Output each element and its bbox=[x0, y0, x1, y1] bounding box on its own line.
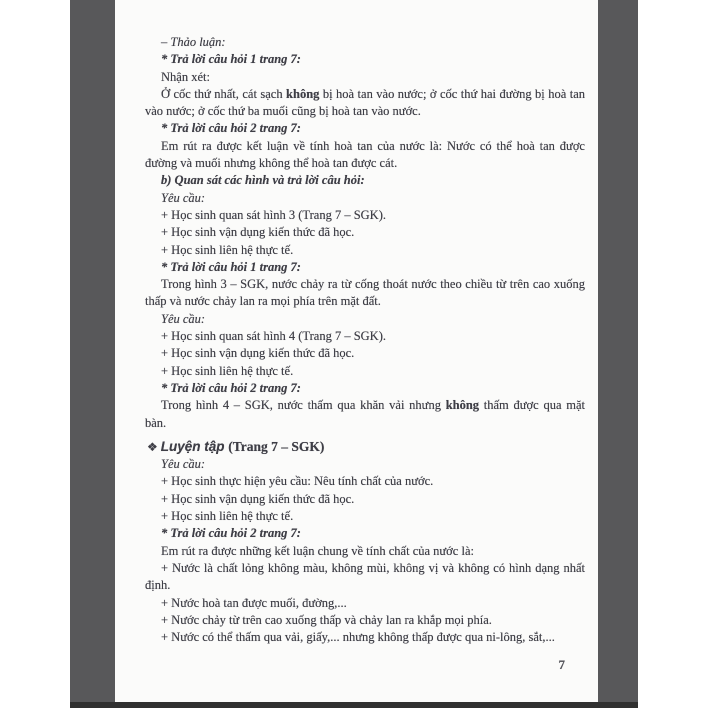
text-run: Trong hình 3 – SGK, nước chảy ra từ cống thoát nước theo chiều từ trên cao xuống thấp và nước chảy lan ra mọi phía trên mặt đất. bbox=[145, 277, 585, 309]
text-line bbox=[145, 543, 585, 560]
text-line bbox=[145, 380, 585, 397]
book-page bbox=[115, 0, 598, 702]
text-run: Em rút ra được những kết luận chung về tính chất của nước là: bbox=[161, 543, 474, 558]
text-run: b) Quan sát các hình và trả lời câu hỏi: bbox=[161, 173, 365, 188]
book-edge-left bbox=[70, 0, 115, 702]
text-line bbox=[145, 311, 585, 328]
text-line bbox=[145, 276, 585, 311]
text-line bbox=[145, 508, 585, 525]
text-run: + Học sinh liên hệ thực tế. bbox=[161, 242, 294, 257]
text-line bbox=[145, 473, 585, 490]
text-line bbox=[145, 525, 585, 542]
page-number: 7 bbox=[558, 657, 565, 672]
text-run: + Nước chảy từ trên cao xuống thấp và chảy lan ra khắp mọi phía. bbox=[161, 612, 492, 627]
text-run: Yêu cầu: bbox=[161, 457, 206, 472]
text-run: + Nước là chất lỏng không màu, không mùi, không vị và không có hình dạng nhất định. bbox=[145, 560, 585, 593]
text-run: không bbox=[445, 398, 480, 413]
book-edge-bottom bbox=[70, 702, 638, 708]
text-run: + Học sinh thực hiện yêu cầu: Nêu tính chất của nước. bbox=[161, 474, 434, 489]
text-line bbox=[145, 207, 585, 224]
text-line bbox=[145, 34, 585, 51]
text-line bbox=[145, 259, 585, 276]
text-line bbox=[145, 456, 585, 473]
book-edge-right bbox=[598, 0, 638, 702]
text-line bbox=[145, 120, 585, 137]
text-line bbox=[145, 51, 585, 68]
text-run: Yêu cầu: bbox=[161, 311, 206, 326]
text-line bbox=[145, 397, 585, 432]
text-run: Em rút ra được kết luận về tính hoà tan của nước là: Nước có thể hoà tan được đường và muối nhưng không thể hoà tan được cát. bbox=[145, 138, 585, 171]
text-run: không bbox=[286, 86, 320, 101]
text-line bbox=[145, 224, 585, 241]
text-line bbox=[145, 491, 585, 508]
text-line bbox=[145, 438, 585, 456]
text-run: * Trả lời câu hỏi 2 trang 7: bbox=[161, 121, 301, 136]
text-run: + Học sinh vận dụng kiến thức đã học. bbox=[161, 491, 355, 506]
text-line bbox=[145, 242, 585, 259]
text-line bbox=[145, 328, 585, 345]
text-run: Ở cốc thứ nhất, cát sạch bbox=[161, 86, 287, 101]
text-line bbox=[145, 86, 585, 121]
text-line bbox=[145, 612, 585, 629]
text-run: Trong hình 4 – SGK, nước thấm qua khăn vải nhưng bbox=[161, 398, 446, 413]
text-run: Luyện tập bbox=[160, 438, 229, 454]
text-run: + Học sinh vận dụng kiến thức đã học. bbox=[161, 346, 355, 361]
text-line bbox=[145, 172, 585, 189]
text-run: * Trả lời câu hỏi 1 trang 7: bbox=[161, 52, 301, 67]
text-line bbox=[145, 138, 585, 173]
text-run: + Học sinh quan sát hình 3 (Trang 7 – SGK). bbox=[161, 207, 386, 222]
text-run: (Trang 7 – SGK) bbox=[228, 438, 325, 454]
text-run: * Trả lời câu hỏi 2 trang 7: bbox=[161, 380, 301, 395]
page-text-block bbox=[145, 34, 585, 646]
text-run: bị hoà tan vào nước; ở cốc thứ hai đường bị hoà tan vào nước; ở cốc thứ ba muối cũng bị hoà tan vào nước. bbox=[145, 86, 585, 119]
text-run: – Thảo luận: bbox=[161, 35, 226, 49]
text-run: + Học sinh liên hệ thực tế. bbox=[161, 509, 294, 524]
text-run: + Học sinh vận dụng kiến thức đã học. bbox=[161, 225, 355, 240]
text-line bbox=[145, 190, 585, 207]
text-line bbox=[145, 560, 585, 595]
text-run: thấm được qua mặt bàn. bbox=[145, 398, 585, 430]
text-run: * Trả lời câu hỏi 1 trang 7: bbox=[161, 259, 301, 274]
text-run: Nhận xét: bbox=[161, 69, 210, 84]
text-run: Yêu cầu: bbox=[161, 190, 206, 205]
text-run: + Học sinh liên hệ thực tế. bbox=[161, 363, 294, 378]
text-run: + Học sinh quan sát hình 4 (Trang 7 – SGK). bbox=[161, 329, 386, 344]
text-run: + Nước hoà tan được muối, đường,... bbox=[161, 595, 347, 610]
text-line bbox=[145, 629, 585, 646]
text-line bbox=[145, 363, 585, 380]
text-line bbox=[145, 69, 585, 86]
text-run: + Nước có thể thấm qua vải, giấy,... nhưng không thấp được qua ni-lông, sắt,... bbox=[161, 630, 555, 645]
text-line bbox=[145, 345, 585, 362]
text-run: * Trả lời câu hỏi 2 trang 7: bbox=[161, 526, 301, 541]
diamond-bullet-icon: ❖ bbox=[147, 439, 161, 454]
text-line bbox=[145, 595, 585, 612]
